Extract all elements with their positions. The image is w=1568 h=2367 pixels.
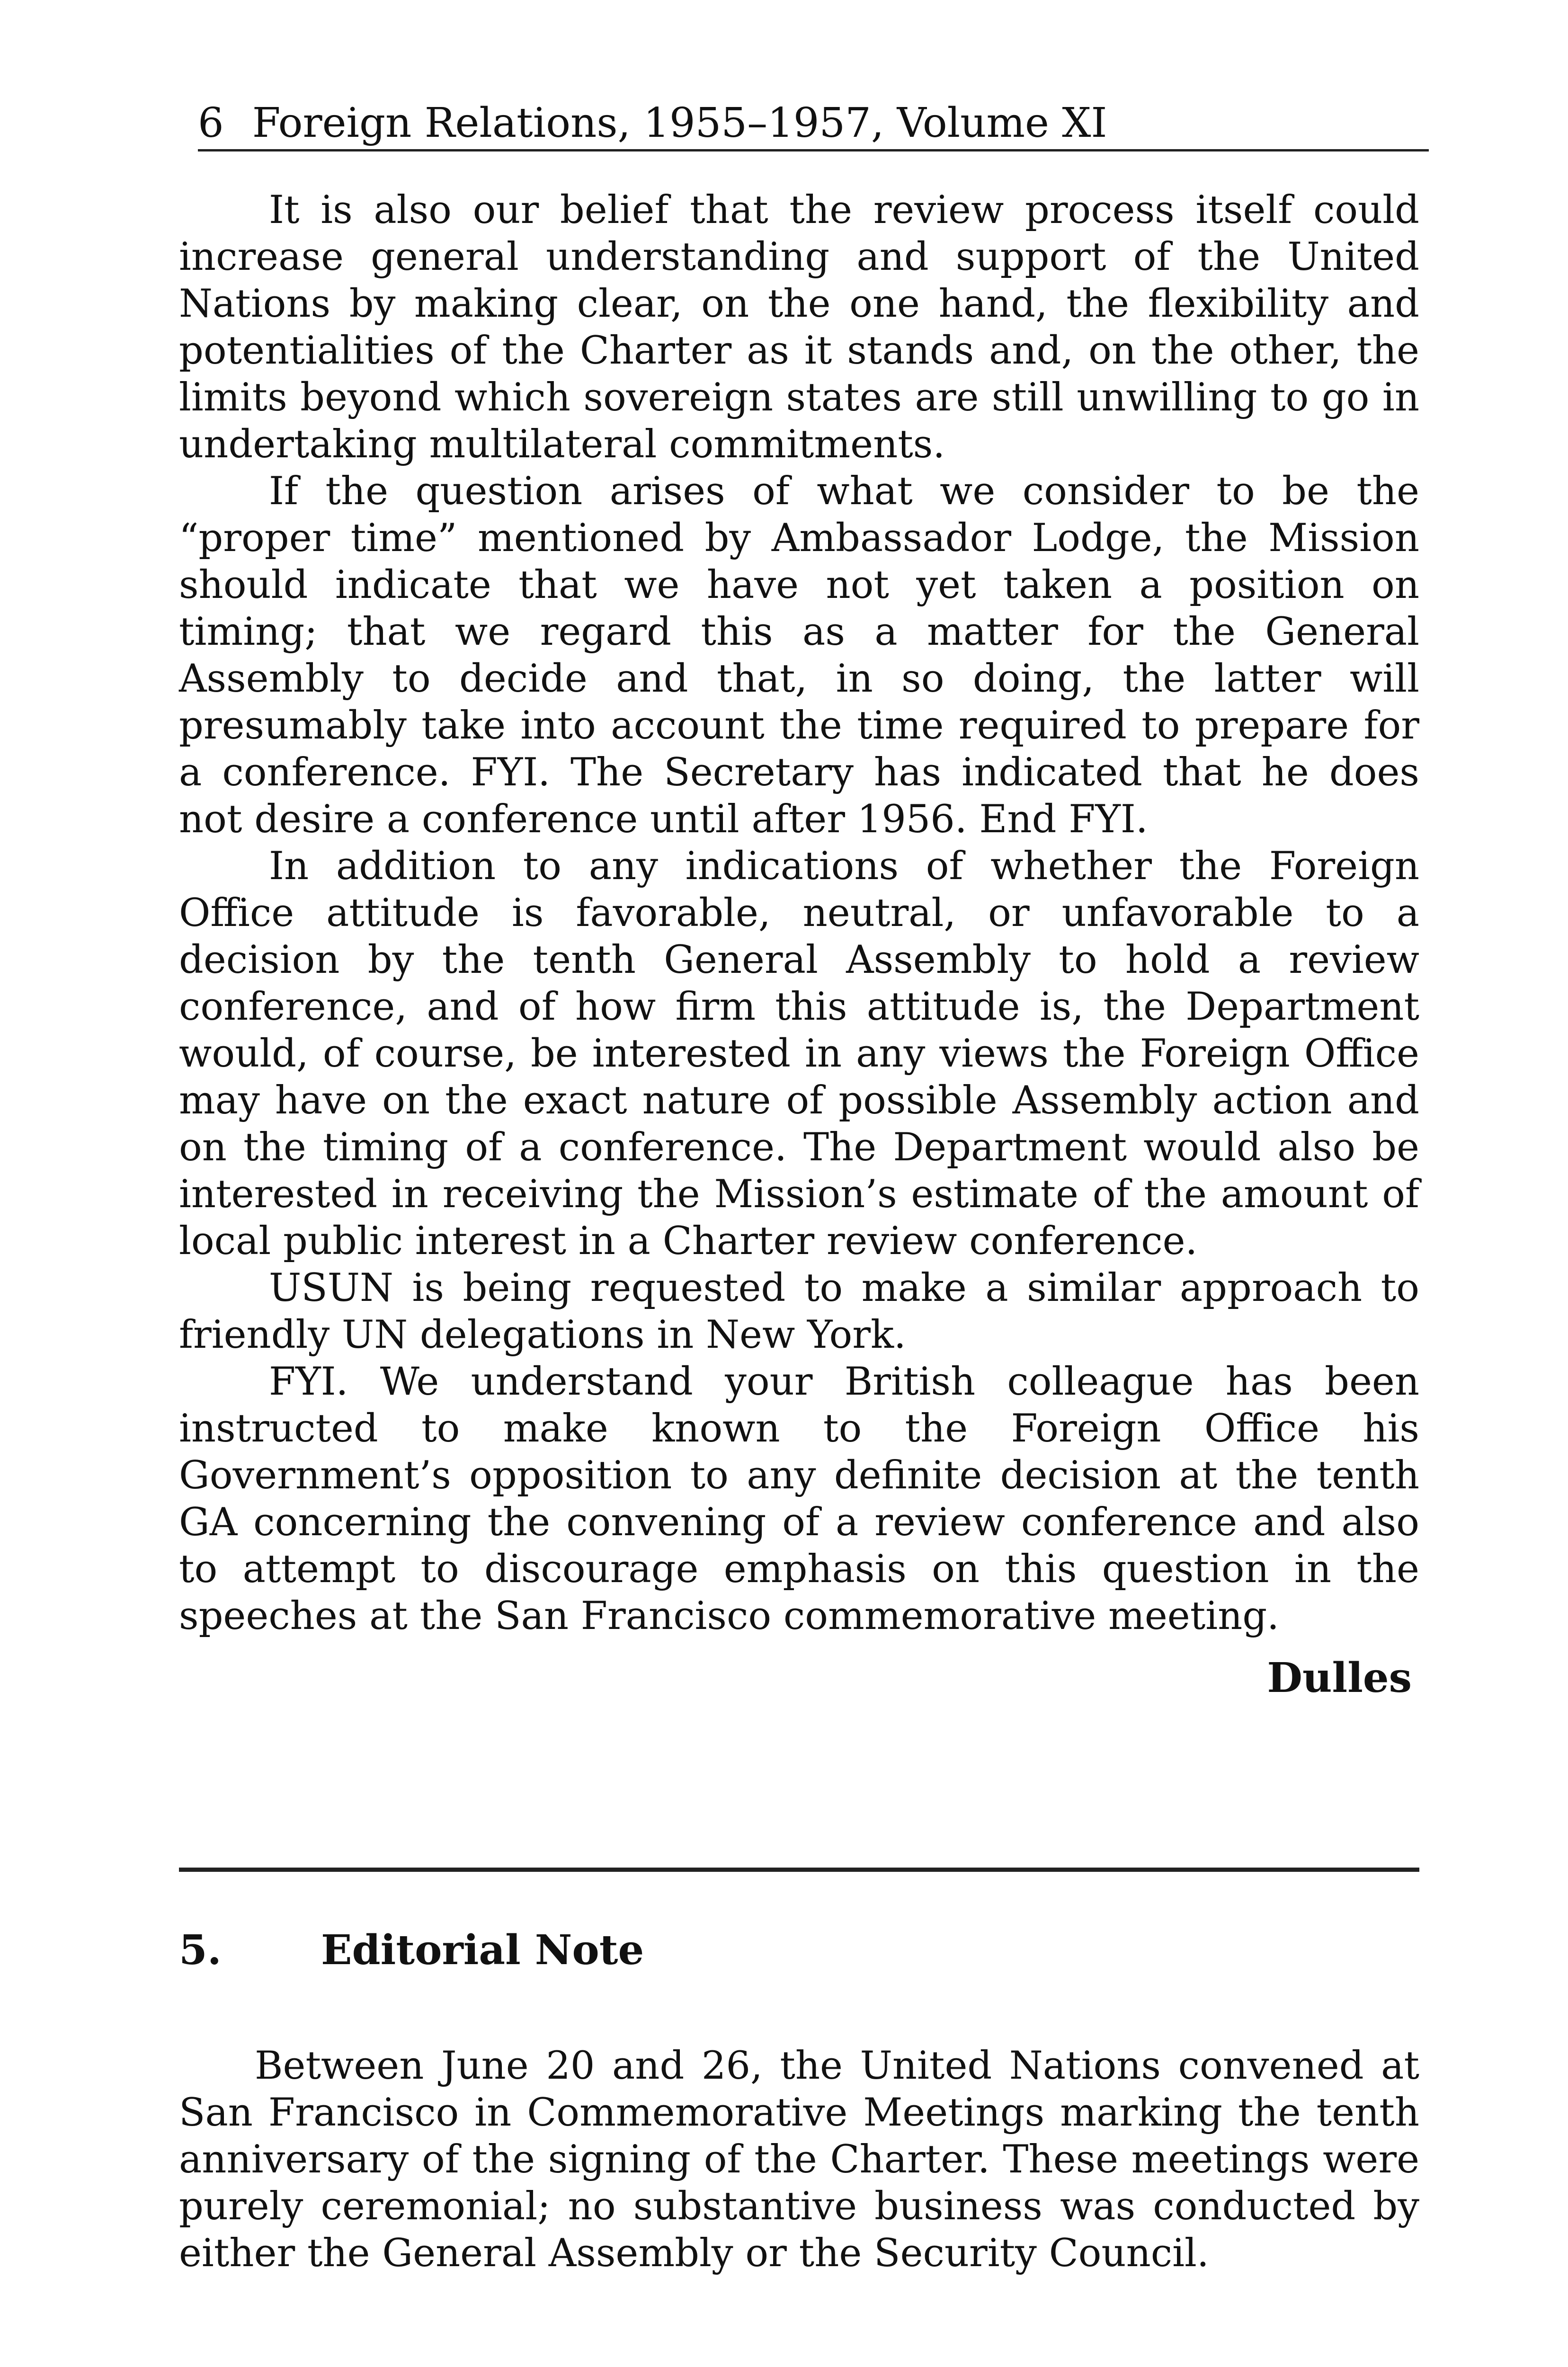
running-head [198, 97, 1429, 151]
editorial-note-paragraph: Between June 20 and 26, the United Nations convened at San Francisco in Commemorative Meetings marking the tenth anniversary of the signing of the Charter. These meetings were purely ceremonial; no substantive business was conducted by either the General Assembly or the Security Council. [179, 2044, 1419, 2276]
body-paragraph: FYI. We understand your British colleague has been instructed to make known to the Foreign Office his Government’s opposition to any definite decision at the tenth GA concerning the convening of a review conference and also to attempt to discourage emphasis on this question in the speeches at the San Francisco commemorative meeting. [179, 1360, 1419, 1638]
body-paragraph: In addition to any indications of whether the Foreign Office attitude is favorable, neutral, or unfavorable to a decision by the tenth General Assembly to hold a review conference, and of how firm this attitude is, the Department would, of course, be interested in any views the Foreign Office may have on the exact nature of possible Assembly action and on the timing of a conference. The Department would also be interested in receiving the Mission’s estimate of the amount of local public interest in a Charter review conference. [179, 844, 1419, 1264]
body-paragraph: USUN is being requested to make a similar approach to friendly UN delegations in New York. [179, 1266, 1419, 1357]
signature: Dulles [1267, 1654, 1412, 1702]
editorial-note-body [179, 2043, 1419, 2277]
section-divider [179, 1868, 1419, 1872]
body-paragraph: If the question arises of what we consider to be the “proper time” mentioned by Ambassador Lodge, the Mission should indicate that we have not yet taken a position on timing; that we regard this as a matter for the General Assembly to decide and that, in so doing, the latter will presumably take into account the time required to prepare for a conference. FYI. The Secretary has indicated that he does not desire a conference until after 1956. End FYI. [179, 469, 1419, 842]
section-heading [179, 1924, 644, 1976]
body-paragraph: It is also our belief that the review process itself could increase general understanding and support of the United Nations by making clear, on the one hand, the flexibility and potentialities of the Charter as it stands and, on the other, the limits beyond which sovereign states are still unwilling to go in undertaking multilateral commitments. [179, 188, 1419, 467]
section-title: Editorial Note [321, 1926, 644, 1974]
page-number: 6 [198, 99, 224, 147]
section-number: 5. [179, 1926, 222, 1974]
document-body [179, 187, 1419, 1640]
running-head-title: Foreign Relations, 1955–1957, Volume XI [252, 99, 1107, 147]
